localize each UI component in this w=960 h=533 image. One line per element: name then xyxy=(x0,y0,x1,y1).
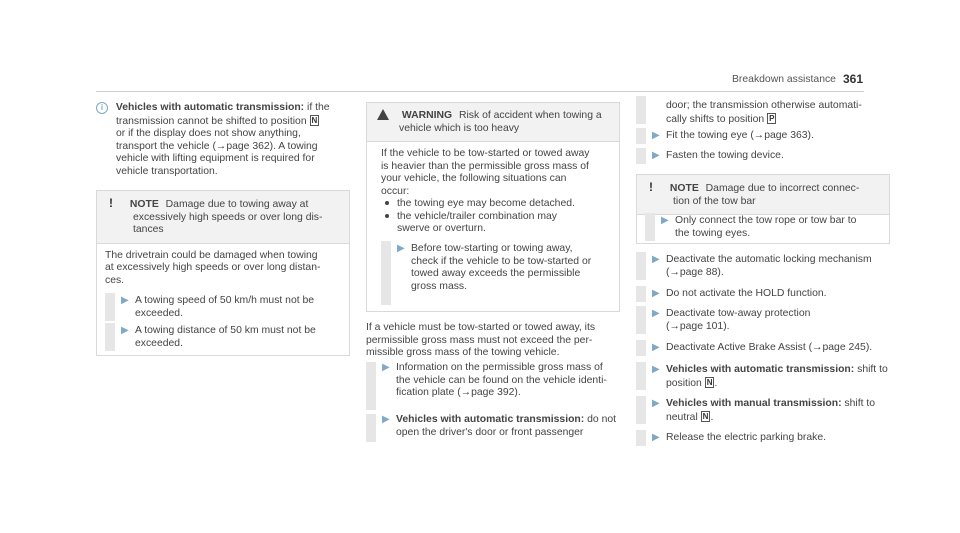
page-ref-arrow-icon: → xyxy=(753,130,765,141)
step-bar xyxy=(105,323,115,351)
step-arrow-icon: ▶ xyxy=(652,254,660,265)
step-bar xyxy=(636,128,646,144)
bullet-text: the vehicle/trailer combination may xyxy=(397,210,557,222)
page-ref-arrow-icon: → xyxy=(460,387,472,398)
step-arrow-icon: ▶ xyxy=(382,414,390,425)
step-arrow-icon: ▶ xyxy=(397,243,405,254)
tip-text: transmission cannot be shifted to position xyxy=(116,115,310,127)
step-text: Deactivate Active Brake Assist ( xyxy=(666,342,813,353)
warning-body: occur: xyxy=(381,185,410,197)
step-bar xyxy=(636,306,646,334)
bullet-icon xyxy=(385,201,389,205)
tip-block xyxy=(96,102,354,178)
step-text: cally shifts to position xyxy=(666,113,768,125)
step-arrow-icon: ▶ xyxy=(652,308,660,319)
step-text: Fit the towing eye ( xyxy=(666,130,754,141)
note-label: NOTE xyxy=(129,199,159,210)
paragraph-text: If a vehicle must be tow-started or towed away, its xyxy=(366,322,596,333)
step-text: door; the transmission otherwise automati- xyxy=(666,100,862,111)
step-bar xyxy=(636,148,646,164)
step-bar xyxy=(636,396,646,424)
paragraph-text: permissible gross mass must not exceed the per- xyxy=(366,334,593,346)
mass-paragraph xyxy=(366,322,626,360)
step-text: the vehicle can be found on the vehicle identi- xyxy=(396,374,607,386)
running-header-title: Breakdown assistance xyxy=(732,74,836,85)
info-icon: i xyxy=(96,102,108,114)
step-text: open the driver's door or front passenger xyxy=(396,426,584,438)
step-bar xyxy=(636,96,646,124)
step-brake-assist xyxy=(652,342,872,355)
step-text: neutral xyxy=(666,411,701,423)
step-text: Deactivate the automatic locking mechanism xyxy=(666,254,872,265)
step-fasten xyxy=(652,150,784,163)
step-bar xyxy=(636,430,646,446)
page-ref-arrow-icon: → xyxy=(669,266,680,278)
step-text: A towing speed of 50 km/h must not be xyxy=(135,295,315,306)
step-text: exceeded. xyxy=(135,337,183,349)
step-text: Do not activate the HOLD function. xyxy=(666,288,827,299)
step-parking-brake xyxy=(652,432,826,445)
exclamation-icon: ! xyxy=(109,196,113,210)
page-ref-link[interactable]: page 88). xyxy=(679,266,724,278)
note-label: NOTE xyxy=(669,183,699,194)
step-bar xyxy=(636,340,646,356)
note-text: tances xyxy=(133,224,164,235)
step-bar xyxy=(636,252,646,280)
note-box xyxy=(636,174,890,244)
step-auto xyxy=(382,414,616,439)
step-text: Release the electric parking brake. xyxy=(666,432,826,443)
note-body: ces. xyxy=(105,274,125,286)
step-text: Only connect the tow rope or tow bar to xyxy=(675,215,857,226)
step-bar xyxy=(645,213,655,241)
step-text: shift to xyxy=(841,398,876,409)
step-text: Information on the permissible gross mass of xyxy=(396,362,603,373)
step-bar xyxy=(636,286,646,302)
step-arrow-icon: ▶ xyxy=(382,362,390,373)
bullet-text: swerve or overturn. xyxy=(397,223,486,234)
note-text: tion of the tow bar xyxy=(673,195,756,207)
note-box xyxy=(96,190,350,356)
step-arrow-icon: ▶ xyxy=(121,295,129,306)
page-ref-link[interactable]: page 362). A towing xyxy=(226,140,318,152)
step-text: shift to xyxy=(854,364,888,375)
page-ref-arrow-icon: → xyxy=(812,342,823,353)
step-text: fication plate ( xyxy=(396,387,461,398)
page-ref-link[interactable]: page 392). xyxy=(471,387,521,398)
step-text: A towing distance of 50 km must not be xyxy=(135,325,316,336)
warning-body: If the vehicle to be tow-started or towed away xyxy=(381,148,590,159)
step-text: position xyxy=(666,377,705,389)
step-arrow-icon: ▶ xyxy=(661,215,669,226)
note-body: at excessively high speeds or over long distan- xyxy=(105,262,321,273)
step-arrow-icon: ▶ xyxy=(652,130,660,141)
tip-text: or if the display does not show anything, xyxy=(116,128,301,139)
tip-heading: Vehicles with automatic transmission: xyxy=(115,102,305,113)
step-bar xyxy=(381,241,391,305)
step-arrow-icon: ▶ xyxy=(652,150,660,161)
step-bar xyxy=(105,293,115,321)
step-bar xyxy=(366,414,376,442)
step-arrow-icon: ▶ xyxy=(652,364,660,375)
step-text: ( xyxy=(666,266,670,278)
page-ref-link[interactable]: page 101). xyxy=(679,320,730,332)
gear-n-glyph: N xyxy=(706,377,713,387)
step-text: towed away exceeds the permissible xyxy=(411,268,581,279)
step-arrow-icon: ▶ xyxy=(652,398,660,409)
step-continuation xyxy=(652,100,862,126)
step-locking xyxy=(652,254,872,279)
step-fit xyxy=(652,130,814,143)
step-arrow-icon: ▶ xyxy=(121,325,129,336)
tip-text: if the xyxy=(304,102,330,113)
bullet-text: the towing eye may become detached. xyxy=(397,198,575,209)
bullet-icon xyxy=(385,214,389,218)
step-manual-shift: ▶ Vehicles with manual transmission: shift to neutral N . xyxy=(652,398,876,423)
gear-p-glyph: P xyxy=(769,113,775,123)
step-text: do not xyxy=(584,414,617,425)
step-arrow-icon: ▶ xyxy=(652,288,660,299)
page-ref-arrow-icon: → xyxy=(215,140,227,152)
step-heading: Vehicles with automatic transmission: xyxy=(666,364,855,375)
page-ref-arrow-icon: → xyxy=(669,320,680,332)
warning-text: vehicle which is too heavy xyxy=(399,122,520,134)
step-towaway xyxy=(652,308,810,333)
step-text: Before tow-starting or towing away, xyxy=(411,243,573,254)
step-text: exceeded. xyxy=(135,307,183,319)
note-body: The drivetrain could be damaged when towing xyxy=(105,249,318,261)
step-heading: Vehicles with automatic transmission: xyxy=(396,414,585,425)
tip-text: vehicle with lifting equipment is required for xyxy=(116,153,315,164)
step-text: the towing eyes. xyxy=(675,227,751,239)
step-hold xyxy=(652,288,827,301)
header-divider xyxy=(96,91,864,92)
page-number: 361 xyxy=(843,72,864,86)
exclamation-icon: ! xyxy=(649,180,653,194)
note-text: excessively high speeds or over long dis- xyxy=(133,211,323,223)
step-text: gross mass. xyxy=(411,280,468,292)
gear-n-glyph: N xyxy=(311,115,318,125)
gear-n-glyph: N xyxy=(702,411,709,421)
tip-text: transport the vehicle ( xyxy=(116,140,216,152)
paragraph-text: missible gross mass of the towing vehicle. xyxy=(366,347,560,358)
step-arrow-icon: ▶ xyxy=(652,432,660,443)
warning-triangle-icon xyxy=(377,109,389,120)
page-ref-link[interactable]: page 245). xyxy=(822,342,873,353)
step-text: check if the vehicle to be tow-started or xyxy=(411,255,592,267)
note-text: Damage due to incorrect connec- xyxy=(705,183,860,194)
warning-body: is heavier than the permissible gross mass of xyxy=(381,160,589,172)
warning-text: Risk of accident when towing a xyxy=(459,110,602,121)
step-text: Deactivate tow-away protection xyxy=(666,308,811,319)
warning-box xyxy=(366,102,620,312)
warning-label: WARNING xyxy=(401,110,453,121)
page-ref-link[interactable]: page 363). xyxy=(764,130,814,141)
step-text: ( xyxy=(666,320,670,332)
step-info xyxy=(382,362,607,400)
note-text: Damage due to towing away at xyxy=(165,199,309,210)
step-bar xyxy=(636,362,646,390)
step-arrow-icon: ▶ xyxy=(652,342,660,353)
warning-body: your vehicle, the following situations can xyxy=(381,173,567,184)
tip-text: vehicle transportation. xyxy=(116,165,218,177)
step-heading: Vehicles with manual transmission: xyxy=(666,398,842,409)
step-text: Fasten the towing device. xyxy=(666,150,784,161)
step-bar xyxy=(366,362,376,410)
step-auto-shift: ▶ Vehicles with automatic transmission: shift to position N . xyxy=(652,364,888,389)
